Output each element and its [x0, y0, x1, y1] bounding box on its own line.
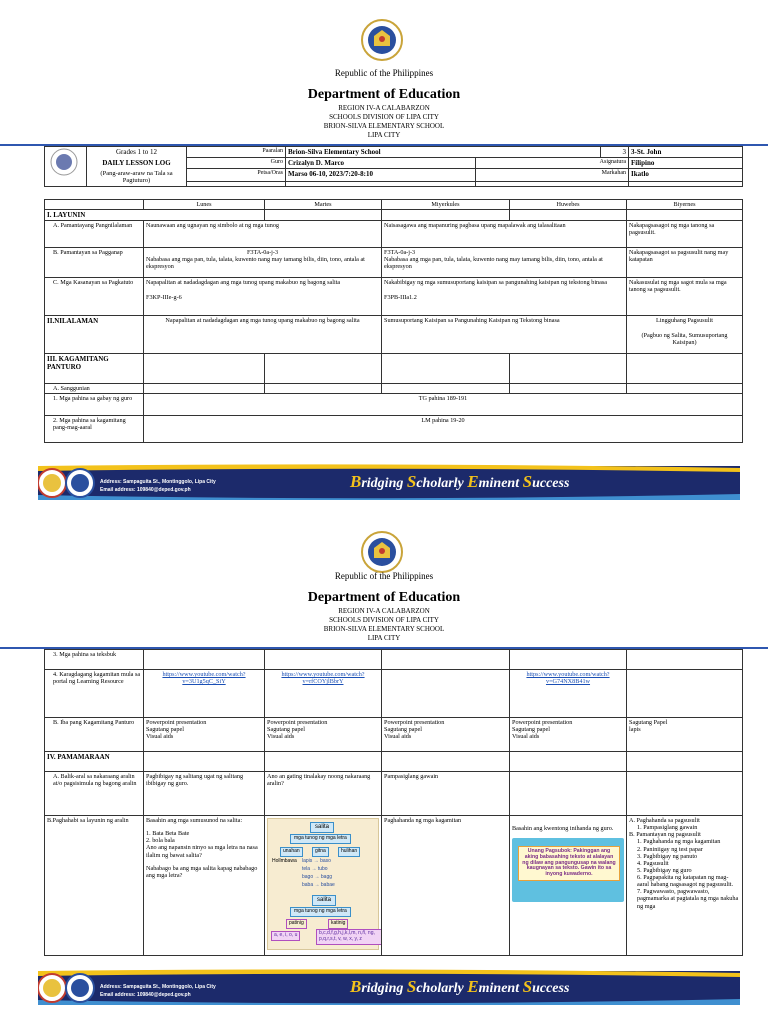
- diagram2-patinig-box: patinig: [286, 919, 307, 929]
- a-biyernes-text: Nakapagsasagot ng mga tanong sa pagsusulit.: [627, 221, 743, 248]
- material-sagutang-papel: Sagutang papel: [384, 726, 422, 734]
- b-miyerkules-code: F3TA-0a-j-3: [384, 249, 416, 257]
- republic-text: Republic of the Philippines: [334, 68, 434, 78]
- pamamaraan-heading: IV. PAMAMARAAN: [45, 752, 144, 772]
- deped-seal-icon: [360, 18, 404, 62]
- tg-pahina: TG pahina 189-191: [144, 394, 743, 416]
- material-ppt: Powerpoint presentation: [512, 719, 573, 726]
- c-lunes-text: Napapalitan at nadadagdagan ang mga tunog upang makabuo ng bagong salita: [146, 279, 341, 287]
- b-miyerkules-text: Nababasa ang mga pan, tula, talata, kuwento nang may tamang bilis, diin, tono, antala at ekspresyon: [384, 256, 603, 271]
- footer-banner-1: [38, 462, 740, 504]
- day-biyernes: Biyernes: [627, 200, 743, 210]
- tag-letter-e: E: [467, 977, 479, 996]
- balik-aral-martes: Ano an gating tinalakay noong nakaraang aralin?: [265, 772, 382, 816]
- biyernes-step-3: B. Pamantayan ng pagsusulit: [629, 831, 701, 839]
- tag-letter-e: E: [467, 472, 479, 491]
- nilalaman-biyernes-sub: (Pagbuo ng Salita, Sumusuportang Kaisipan): [641, 332, 728, 347]
- school-text: BRION-SILVA ELEMENTARY SCHOOL: [323, 122, 445, 130]
- dll-title: DAILY LESSON LOG: [87, 158, 187, 169]
- diagram-gitna-box: gitna: [312, 847, 329, 857]
- city-text: LIPA CITY: [367, 131, 401, 139]
- tag-letter-s2: S: [522, 472, 533, 491]
- diagram-hulihan-box: hulihan: [338, 847, 360, 857]
- footer-address: Address: Sampaguita St., Montinggolo, Lipa City: [100, 479, 216, 485]
- tag-letter-s2: S: [522, 977, 533, 996]
- region-text: REGION IV-A CALABARZON: [338, 104, 430, 112]
- deped-seal-icon: [360, 530, 404, 574]
- page-1: [0, 0, 768, 495]
- dll-subtitle: (Pang-araw-araw na Tala sa Pagtuturo): [87, 169, 187, 186]
- school-text-2: BRION-SILVA ELEMENTARY SCHOOL: [323, 625, 445, 633]
- lm-pahina: LM pahina 19-20: [144, 416, 743, 443]
- petsa-value: Marso 06-10, 2023/7:20-8:10: [286, 169, 476, 182]
- c-lunes-code: F3KP-IIIe-g-6: [146, 294, 182, 302]
- paaralan-label: Paaralan: [187, 147, 286, 158]
- unang-pagsubok-image: [512, 838, 624, 902]
- region-text-2: REGION IV-A CALABARZON: [338, 607, 430, 615]
- balik-aral-lunes: Pagbibigay ng salitang ugat ng salitang ibibigay ng guro.: [144, 772, 265, 816]
- diagram2-patinig-letters: a, e, i, o, u: [271, 931, 300, 941]
- diagram-ex-row-4: baba → babae: [302, 882, 335, 888]
- biyernes-step-4: 1. Paghahanda ng mga kagamitan: [637, 838, 721, 846]
- footer-address-2: Address: Sampaguita St., Montinggolo, Lipa City: [100, 984, 216, 990]
- biyernes-step-2: 1. Pampasiglang gawain: [637, 824, 698, 832]
- tag-letter-b: B: [350, 472, 362, 491]
- division-text: SCHOOLS DIVISION OF LIPA CITY: [329, 113, 439, 121]
- a-lunes-text: Naunawaan ang ugnayan ng simbolo at ng mga tunog: [144, 221, 382, 248]
- youtube-link-3[interactable]: https://www.youtube.com/watch?v=G74NX8B41w: [526, 671, 610, 686]
- division-text-2: SCHOOLS DIVISION OF LIPA CITY: [329, 616, 439, 624]
- layunin-lunes-1: Basahin ang mga sumusunod na salita:: [146, 817, 243, 824]
- lesson-table-2: [44, 649, 743, 956]
- material-sagutang-papel: Sagutang papel: [512, 726, 550, 734]
- c-miyerkules-code: F3PB-IIIa1.2: [384, 294, 417, 302]
- layunin-lunes-3: 2. bola bala: [146, 837, 175, 845]
- city-text-2: LIPA CITY: [367, 634, 401, 642]
- asignatura-value: Filipino: [629, 158, 743, 169]
- footer-email-2: Email address: 109840@deped.gov.ph: [100, 992, 191, 998]
- diagram-halimbawa: Hollmbawa: [272, 858, 297, 864]
- biyernes-step-8: 5. Pagbibigay ng guro: [637, 866, 692, 874]
- tag-letter-s: S: [406, 472, 417, 491]
- teksbuk-label: 3. Mga pahina sa teksbuk: [45, 650, 144, 670]
- material-biyernes-lapis: lapis: [629, 726, 641, 734]
- biyernes-step-9: 6. Pagpapakita ng katapatan ng mag-aaral habang nagsasagot ng pagsusulit.: [637, 874, 734, 889]
- footer-banner-2: [38, 967, 740, 1009]
- unang-pagsubok-text: Unang Pagsubok: Pakinggan ang aking babasahing teksto at alalayan ng dilaw ang pangungusap na walang kaugnayan sa teksto. Gawin ito sa inyong kuwaderno.: [518, 846, 620, 881]
- material-biyernes-papel: Sagutang Papel: [629, 719, 668, 726]
- day-miyerkules: Miyerkules: [382, 200, 510, 210]
- tag-word-eminent: minent: [478, 476, 523, 491]
- kagamitang-pang-mag-aaral-label: 2. Mga pahina sa kagamitang pang-mag-aaral: [45, 416, 144, 443]
- material-ppt: Powerpoint presentation: [267, 719, 328, 726]
- material-ppt: Powerpoint presentation: [384, 719, 445, 726]
- material-ppt: Powerpoint presentation: [146, 719, 207, 726]
- footer-tagline: [350, 472, 569, 492]
- page-2: [0, 520, 768, 1024]
- markahan-label: Markahan: [476, 169, 629, 182]
- material-visual-aids: Visual aids: [384, 733, 412, 741]
- tag-letter-s: S: [406, 977, 417, 996]
- biyernes-step-1: A. Paghahanda sa pagsusulit: [629, 817, 700, 824]
- diagram2-katinig-letters: b,c,d,f,g,h,j,k,l,m, n,ñ, ng, p,q,r,s,t, v, w, x, y, z: [316, 929, 382, 945]
- nilalaman-lunes: Napapalitan at nadadagdagan ang mga tunog upang makabuo ng bagong salita: [144, 316, 382, 354]
- guro-value: Crizalyn D. Marco: [286, 158, 476, 169]
- tag-letter-b: B: [350, 977, 362, 996]
- footer-tagline-2: [350, 977, 569, 997]
- biyernes-step-10: 7. Pagwawasto, pagwawasto, pagmamarka at pagtatala ng mga nakuha ng mga: [637, 888, 739, 910]
- youtube-link-1[interactable]: https://www.youtube.com/watch?v=3U1g5qC_SiY: [162, 671, 246, 686]
- diagram-tunog-box: mga tunog ng mga letra: [290, 834, 351, 844]
- school-logo-cell: [45, 147, 87, 187]
- gabay-ng-guro-label: 1. Mga pahina sa gabay ng guro: [45, 394, 144, 416]
- footer-email: Email address: 109840@deped.gov.ph: [100, 487, 191, 493]
- material-sagutang-papel: Sagutang papel: [146, 726, 184, 734]
- asignatura-label: Asignatura: [476, 158, 629, 169]
- iba-pang-kagamitan-label: B. Iba pang Kagamitang Panturo: [45, 718, 144, 752]
- youtube-link-2[interactable]: https://www.youtube.com/watch?v=rfCOYjlBbrY: [281, 671, 365, 686]
- layunin-miyerkules: Paghahanda ng mga kagamitan: [382, 816, 510, 956]
- biyernes-step-5: 2. Paniniigay ng test papar: [637, 845, 703, 853]
- kagamitang-panturo-heading: III. KAGAMITANG PANTURO: [45, 354, 144, 384]
- petsa-label: Petsa/Oras: [187, 169, 286, 182]
- layunin-lunes-2: 1. Bata Beta Bate: [146, 830, 190, 838]
- material-visual-aids: Visual aids: [512, 733, 540, 741]
- day-martes: Martes: [265, 200, 382, 210]
- department-title: Department of Education: [307, 87, 461, 102]
- tag-word-scholarly: cholarly: [416, 981, 468, 996]
- b-lunes-text: Nababasa ang mga pan, tula, talata, kuwento nang may tamang bilis, diin, tono, antala at ekspresyon: [146, 256, 365, 271]
- material-visual-aids: Visual aids: [267, 733, 295, 741]
- sanggunian-label: A. Sanggunian: [45, 384, 144, 394]
- department-title-2: Department of Education: [307, 590, 461, 605]
- layunin-huwebes: Basahin ang kwentong inihanda ng guro.: [512, 825, 614, 832]
- pamantayan-sa-pagganap-label: B. Pamantayan sa Pagganap: [45, 248, 144, 278]
- diagram2-tunog-box: mga tunog ng mga letra: [290, 907, 351, 917]
- diagram2-katinig-box: katinig: [328, 919, 348, 929]
- diagram2-salita-box: salita: [312, 895, 336, 906]
- day-lunes: Lunes: [144, 200, 265, 210]
- day-huwebes: Huwebes: [510, 200, 627, 210]
- seksyon-value: 3-St. John: [629, 147, 743, 158]
- deped-logo-icon: [45, 147, 83, 177]
- layunin-heading: I. LAYUNIN: [45, 210, 144, 221]
- diagram-ex-row-3: bago → bagg: [302, 874, 333, 880]
- info-table: [44, 146, 743, 187]
- republic-text-2: Republic of the Philippines: [334, 571, 434, 581]
- a-miyerkules-text: Naisasagawa ang mapanuring pagbasa upang mapalawak ang talasalitaan: [382, 221, 627, 248]
- balik-aral-label: A. Balik-aral sa nakaraang aralin at/o pagsisimula ng bagong aralin: [45, 772, 144, 816]
- b-biyernes-text: Nakapagsasagot sa pagsusulit nang may katapatan: [627, 248, 743, 278]
- material-sagutang-papel: Sagutang papel: [267, 726, 305, 734]
- nilalaman-miyerkules: Sumusuportang Kaisipan sa Pangunahing Kaisipan ng Tekstong binasa: [382, 316, 627, 354]
- tag-word-scholarly: cholarly: [416, 476, 468, 491]
- nilalaman-heading: II.NILALAMAN: [45, 316, 144, 354]
- balik-aral-miyerkules: Pampasiglang gawain: [382, 772, 510, 816]
- b-lunes-code: F3TA-0a-j-3: [246, 249, 279, 257]
- diagram-ex-row-2: tela → tubo: [302, 866, 328, 872]
- tag-word-bridging: ridging: [361, 476, 407, 491]
- paaralan-value: Brion-Silva Elementary School: [286, 147, 601, 158]
- tag-word-eminent: minent: [478, 981, 523, 996]
- c-biyernes-text: Nakasusulat ng mga sagot mula sa mga tanong sa pagsusulit.: [627, 278, 743, 316]
- biyernes-step-7: 4. Pagsusulit: [637, 859, 669, 867]
- tag-word-success: uccess: [532, 476, 570, 491]
- lesson-table-1: [44, 199, 743, 443]
- karagdagang-kagamitan-label: 4. Karagdagang kagamitan mula sa portal ng Learning Resource: [45, 670, 144, 718]
- diagram-salita-box: salita: [310, 822, 334, 833]
- biyernes-step-6: 3. Pagbibigay ng panuto: [637, 852, 698, 860]
- salita-diagram-image: [267, 818, 379, 950]
- markahan-value: Ikatlo: [629, 169, 743, 182]
- c-miyerkules-text: Nakabibigay ng mga sumusuportang kaisipan sa pangunahing kaisipan ng tekstong binasa: [384, 279, 608, 287]
- layunin-lunes-4: Ano ang napansin ninyo sa mga letra na nasa ilalim ng bawat salita?: [146, 844, 258, 859]
- diagram-unahan-box: unahan: [280, 847, 303, 857]
- baitang-value: 3: [601, 147, 629, 158]
- tag-word-success: uccess: [532, 981, 570, 996]
- pamantayang-pangnilalaman-label: A. Pamantayang Pangnilalaman: [45, 221, 144, 248]
- grades-text: Grades 1 to 12: [87, 147, 187, 158]
- mga-kasanayan-label: C. Mga Kasanayan sa Pagkatuto: [45, 278, 144, 316]
- guro-label: Guro: [187, 158, 286, 169]
- nilalaman-biyernes-title: Lingguhang Pagsusulit: [656, 317, 713, 325]
- tag-word-bridging: ridging: [361, 981, 407, 996]
- diagram-ex-row-1: lapis → baso: [302, 858, 331, 864]
- layunin-lunes-5: Nababago ba ang mga salita kapag nababago ang mga letra?: [146, 864, 258, 879]
- paghahabi-label: B.Paghahabi sa layunin ng aralin: [45, 816, 144, 956]
- material-visual-aids: Visual aids: [146, 733, 174, 741]
